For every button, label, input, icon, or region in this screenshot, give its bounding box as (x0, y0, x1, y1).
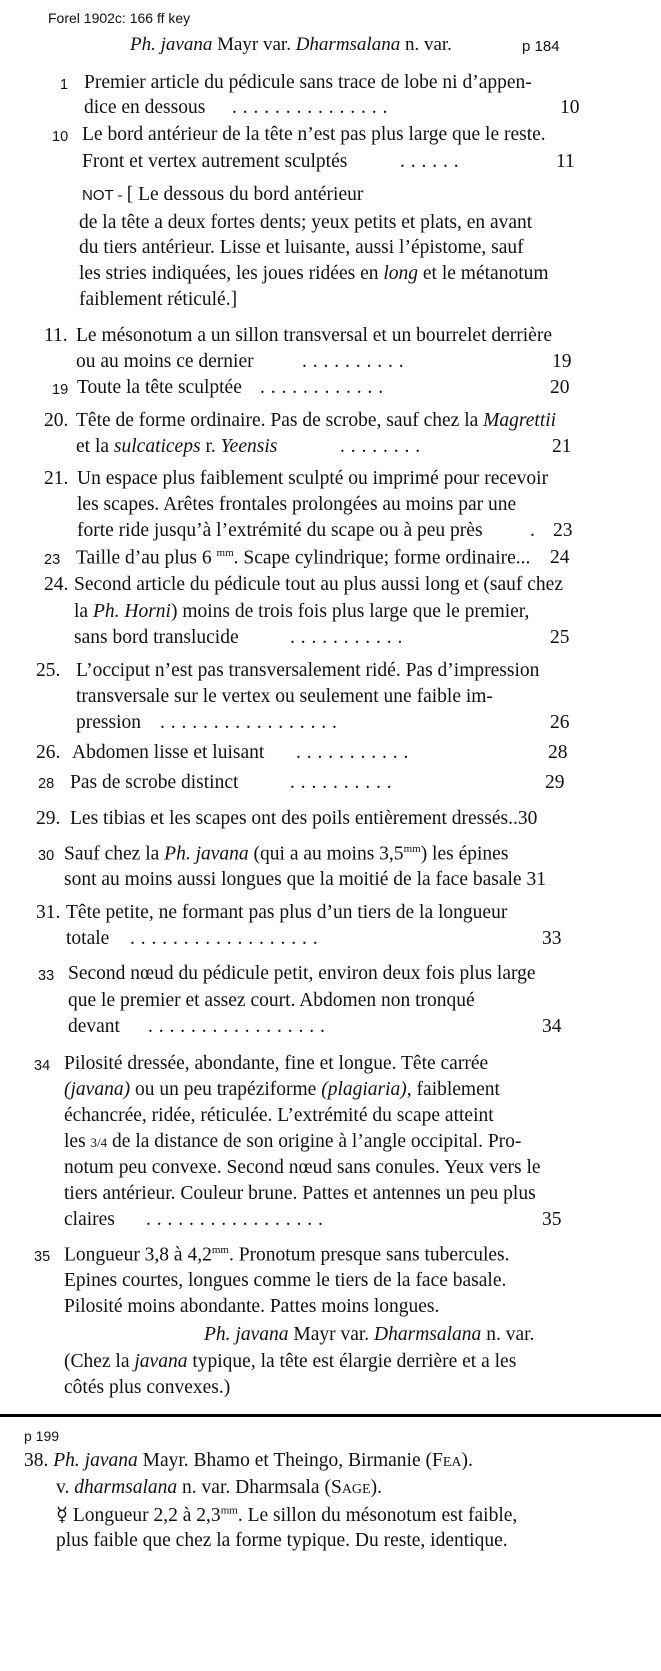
couplet-goto: 35 (542, 1209, 562, 1230)
note-line: de la tête a deux fortes dents; yeux petits et plats, en avant (79, 212, 533, 233)
couplet-line: les 3/4 de la distance de son origine à l’angle occipital. Pro- (64, 1131, 522, 1152)
species-entry: plus faible que chez la forme typique. Du reste, identique. (56, 1530, 508, 1551)
note-line: du tiers antérieur. Lisse et luisante, aussi l’épistome, sauf (79, 237, 524, 258)
couplet-goto: 25 (550, 627, 570, 648)
couplet-number: 11. (44, 325, 68, 346)
couplet-line: forte ride jusqu’à l’extrémité du scape ou à peu près (77, 520, 483, 541)
couplet-number: 29. (36, 808, 61, 829)
leader-dots: . . . . . . . . . . . . (260, 377, 384, 398)
couplet-line: Second nœud du pédicule petit, environ deux fois plus large (68, 963, 536, 984)
couplet-goto: 24 (550, 547, 570, 568)
couplet-number: 24. (44, 574, 69, 595)
couplet-line: Toute la tête sculptée (77, 377, 242, 398)
couplet-line: Les tibias et les scapes ont des poils entièrement dressés..30 (70, 808, 538, 829)
couplet-line: sans bord translucide (74, 627, 239, 648)
leader-dots: . . . . . . . . . . . . . . . . . (148, 1016, 326, 1037)
couplet-line: échancrée, ridée, réticulée. L’extrémité du scape atteint (64, 1105, 494, 1126)
couplet-line: côtés plus convexes.) (64, 1377, 231, 1398)
couplet-line: Tête petite, ne formant pas plus d’un tiers de la longueur (66, 902, 508, 923)
leader-dots: . . . . . . . . . . . . . . . . . (146, 1209, 324, 1230)
leader-dots: . . . . . . . . . . (290, 772, 393, 793)
couplet-number: 23 (44, 552, 61, 568)
couplet-number: 33 (38, 968, 55, 984)
couplet-line: Epines courtes, longues comme le tiers de la face basale. (64, 1270, 507, 1291)
couplet-number: 26. (36, 742, 61, 763)
couplet-line: transversale sur le vertex ou seulement une faible im- (76, 686, 493, 707)
couplet-line: totale (66, 928, 110, 949)
couplet-line: Pilosité dressée, abondante, fine et longue. Tête carrée (64, 1053, 489, 1074)
couplet-number: 20. (44, 410, 69, 431)
couplet-line: Front et vertex autrement sculptés (82, 151, 348, 172)
couplet-number: 34 (34, 1058, 51, 1074)
couplet-number: 21. (44, 468, 69, 489)
couplet-number: 10 (52, 129, 69, 145)
couplet-number: 28 (38, 776, 55, 792)
couplet-line: notum peu convexe. Second nœud sans conules. Yeux vers le (64, 1157, 541, 1178)
couplet-line: (Chez la javana typique, la tête est élargie derrière et a les (64, 1351, 517, 1372)
note-line: faiblement réticulé.] (79, 289, 238, 310)
species-entry: ☿ Longueur 2,2 à $2,3^{mm}$. Le sillon du mésonotum est faible, (56, 1504, 518, 1526)
leader-dots: . . . . . . . . . . . . . . . . . . (130, 928, 319, 949)
couplet-line: dice en dessous (84, 97, 206, 118)
leader-dots: . . . . . . . . . . . . . . . (232, 97, 388, 118)
leader-dots: . (530, 520, 535, 541)
note-line: les stries indiquées, les joues ridées en long et le métanotum (79, 263, 549, 284)
couplet-line: que le premier et assez court. Abdomen non tronqué (68, 990, 475, 1011)
leader-dots: . . . . . . . . . . . (296, 742, 409, 763)
leader-dots: . . . . . . (400, 151, 460, 172)
couplet-goto: 20 (550, 377, 570, 398)
couplet-goto: 11 (556, 151, 575, 172)
couplet-line: devant (68, 1016, 120, 1037)
couplet-line: claires (64, 1209, 115, 1230)
couplet-line: les scapes. Arêtes frontales prolongées au moins par une (77, 494, 517, 515)
couplet-line: et la sulcaticeps r. Yeensis (76, 436, 278, 457)
couplet-line: ou au moins ce dernier (76, 351, 254, 372)
species-entry: 38. Ph. javana Mayr. Bhamo et Theingo, Birmanie (FEA). (24, 1450, 473, 1471)
citation-label: Forel 1902c: 166 ff key (48, 10, 191, 26)
header-page: p 184 (522, 38, 560, 55)
couplet-line: sont au moins aussi longues que la moitié de la face basale 31 (64, 869, 546, 890)
couplet-line: Le mésonotum a un sillon transversal et un bourrelet derrière (76, 325, 552, 346)
couplet-line: Le bord antérieur de la tête n’est pas plus large que le reste. (82, 124, 546, 145)
couplet-line: Taille d’au plus 6 $^{mm}$. Scape cylindrique; forme ordinaire... (76, 547, 531, 569)
couplet-line: Pilosité moins abondante. Pattes moins longues. (64, 1296, 440, 1317)
couplet-goto: 28 (548, 742, 568, 763)
couplet-goto: 19 (552, 351, 572, 372)
leader-dots: . . . . . . . . . . . (290, 627, 403, 648)
header-taxon: Ph. javana Mayr var. Dharmsalana n. var. (130, 34, 452, 55)
couplet-line: Premier article du pédicule sans trace de lobe ni d’appen- (84, 72, 532, 93)
couplet-number: 30 (38, 848, 55, 864)
species-entry: v. dharmsalana n. var. Dharmsala (SAGE). (56, 1477, 382, 1498)
couplet-line: Sauf chez la Ph. javana (qui a au moins $3,5^{mm}$) les épines (64, 843, 509, 865)
couplet-goto: 33 (542, 928, 562, 949)
couplet-line: Ph. javana Mayr var. Dharmsalana n. var. (204, 1324, 535, 1345)
couplet-goto: 34 (542, 1016, 562, 1037)
couplet-line: Pas de scrobe distinct (70, 772, 239, 793)
couplet-number: 25. (36, 660, 61, 681)
couplet-line: Un espace plus faiblement sculpté ou imprimé pour recevoir (77, 468, 549, 489)
couplet-line: L’occiput n’est pas transversalement ridé. Pas d’impression (76, 660, 540, 681)
leader-dots: . . . . . . . . . . . . . . . . . (160, 712, 338, 733)
worker-symbol-icon: ☿ (56, 1505, 68, 1526)
couplet-goto: 29 (545, 772, 565, 793)
couplet-line: Abdomen lisse et luisant (72, 742, 265, 763)
couplet-goto: 26 (550, 712, 570, 733)
couplet-goto: 10 (560, 97, 580, 118)
couplet-line: pression (76, 712, 141, 733)
couplet-line: Longueur 3,8 à $4,2^{mm}$. Pronotum presque sans tubercules. (64, 1244, 510, 1266)
couplet-goto: 23 (553, 520, 573, 541)
couplet-line: (javana) ou un peu trapéziforme (plagiaria), faiblement (64, 1079, 500, 1100)
couplet-number: 35 (34, 1249, 51, 1265)
leader-dots: . . . . . . . . (340, 436, 421, 457)
couplet-line: tiers antérieur. Couleur brune. Pattes et antennes un peu plus (64, 1183, 536, 1204)
note-line: NOT - [ Le dessous du bord antérieur (82, 184, 364, 205)
couplet-line: Tête de forme ordinaire. Pas de scrobe, sauf chez la Magrettii (76, 410, 557, 431)
couplet-line: Second article du pédicule tout au plus aussi long et (sauf chez (74, 574, 563, 595)
leader-dots: . . . . . . . . . . (302, 351, 405, 372)
couplet-number: 19 (52, 382, 69, 398)
second-page-label: p 199 (24, 1428, 60, 1444)
couplet-goto: 21 (552, 436, 572, 457)
couplet-number: 31. (36, 902, 61, 923)
couplet-line: la Ph. Horni) moins de trois fois plus large que le premier, (74, 601, 530, 622)
section-divider (0, 1414, 661, 1417)
couplet-number: 1 (60, 77, 69, 93)
